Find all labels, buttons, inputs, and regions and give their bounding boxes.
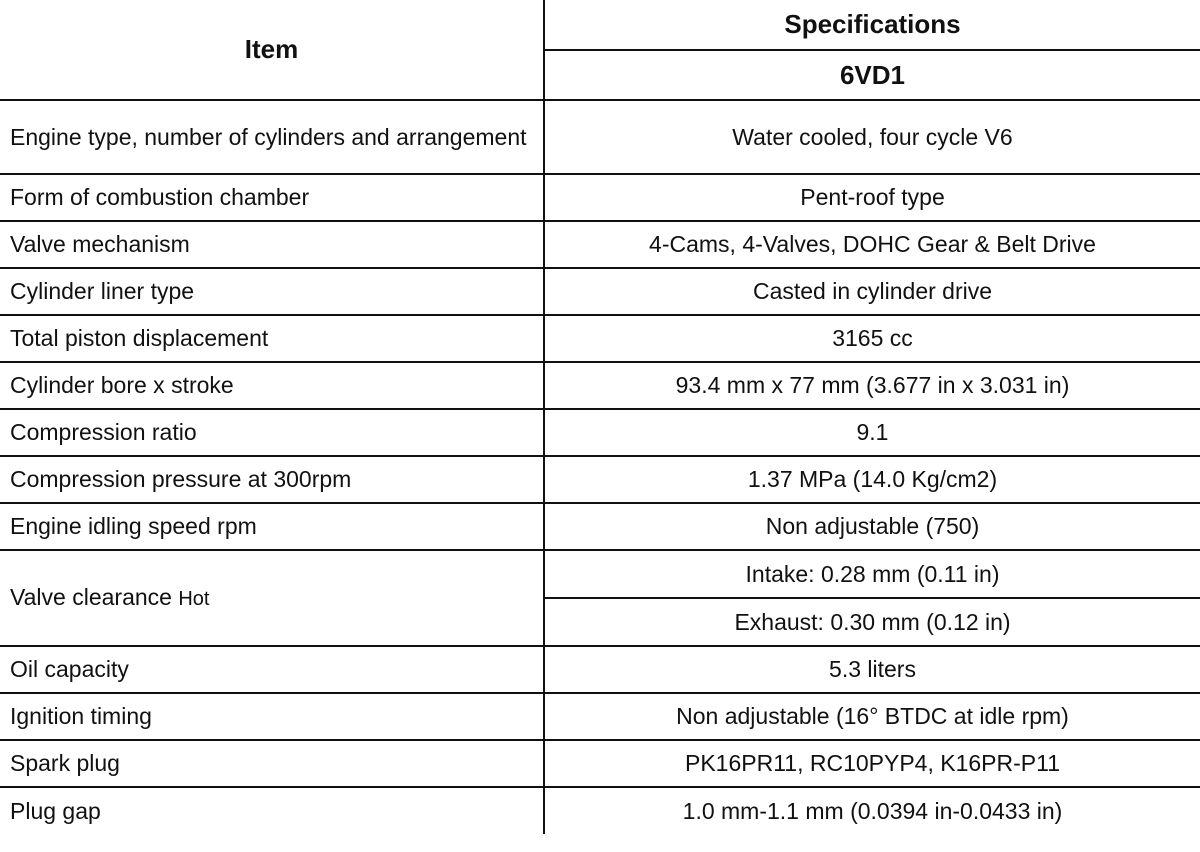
row-value: 1.0 mm-1.1 mm (0.0394 in-0.0433 in): [544, 787, 1200, 834]
table-row: [0, 409, 1200, 456]
row-value: Non adjustable (750): [544, 503, 1200, 550]
row-item: Total piston displacement: [0, 315, 544, 362]
row-item: Spark plug: [0, 740, 544, 787]
table-row: [0, 221, 1200, 268]
row-value: 4-Cams, 4-Valves, DOHC Gear & Belt Drive: [544, 221, 1200, 268]
row-value: 1.37 MPa (14.0 Kg/cm2): [544, 456, 1200, 503]
row-item: Valve mechanism: [0, 221, 544, 268]
table-row: [0, 646, 1200, 693]
valve-clearance-item: [0, 550, 544, 646]
table-row: [0, 456, 1200, 503]
row-value: Pent-roof type: [544, 174, 1200, 221]
row-value: Casted in cylinder drive: [544, 268, 1200, 315]
row-item: Engine idling speed rpm: [0, 503, 544, 550]
table-row: [0, 362, 1200, 409]
row-value: 93.4 mm x 77 mm (3.677 in x 3.031 in): [544, 362, 1200, 409]
table-row: [0, 693, 1200, 740]
row-value: Water cooled, four cycle V6: [544, 100, 1200, 174]
valve-clearance-intake: Intake: 0.28 mm (0.11 in): [544, 550, 1200, 598]
table-row: [0, 503, 1200, 550]
row-item: Cylinder liner type: [0, 268, 544, 315]
valve-clearance-exhaust: Exhaust: 0.30 mm (0.12 in): [544, 598, 1200, 646]
row-value: 5.3 liters: [544, 646, 1200, 693]
row-item: Compression pressure at 300rpm: [0, 456, 544, 503]
valve-clearance-label: Valve clearance: [10, 583, 172, 610]
row-item: Plug gap: [0, 787, 544, 834]
row-item: Ignition timing: [0, 693, 544, 740]
table-row: [0, 787, 1200, 834]
row-value: 9.1: [544, 409, 1200, 456]
table-row: [0, 740, 1200, 787]
table-row: [0, 174, 1200, 221]
model-column-header: 6VD1: [544, 50, 1200, 100]
row-item: Engine type, number of cylinders and arrangement: [0, 100, 544, 174]
row-item: Compression ratio: [0, 409, 544, 456]
row-item: Form of combustion chamber: [0, 174, 544, 221]
row-value: 3165 cc: [544, 315, 1200, 362]
row-item: Oil capacity: [0, 646, 544, 693]
item-column-header: Item: [0, 0, 544, 100]
row-item: Cylinder bore x stroke: [0, 362, 544, 409]
table-row: [0, 268, 1200, 315]
table-row: [0, 315, 1200, 362]
header-row: [0, 0, 1200, 50]
row-value: PK16PR11, RC10PYP4, K16PR-P11: [544, 740, 1200, 787]
valve-clearance-qualifier: Hot: [178, 587, 210, 610]
table-row: [0, 100, 1200, 174]
row-value: Non adjustable (16° BTDC at idle rpm): [544, 693, 1200, 740]
table-row: [0, 550, 1200, 598]
specifications-column-header: Specifications: [544, 0, 1200, 50]
